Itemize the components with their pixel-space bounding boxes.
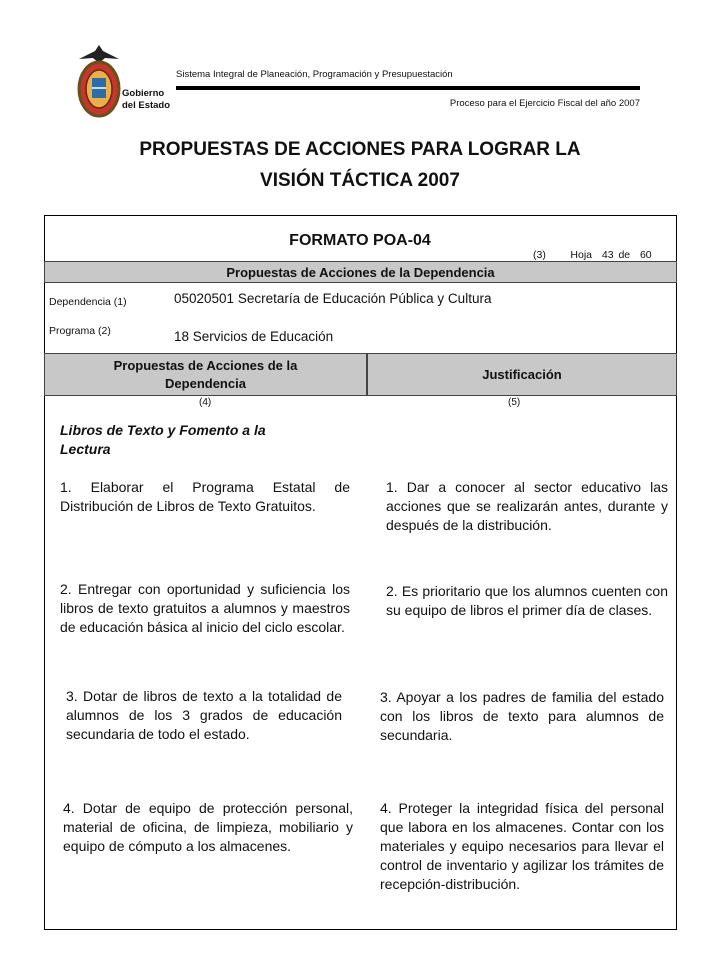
dependencia-value: 05020501 Secretaría de Educación Pública y Cultura	[174, 291, 492, 306]
section-title: Libros de Texto y Fomento a la Lectura	[60, 422, 266, 457]
justification-item-1: 1. Dar a conocer al sector educativo las acciones que se realizarán antes, durante y después de la distribución.	[386, 479, 668, 533]
action-item-2: 2. Entregar con oportunidad y suficiencia los libros de texto gratuitos a alumnos y maestros de educación básica al inicio del ciclo escolar.	[60, 581, 350, 635]
fiscal-process: Proceso para el Ejercicio Fiscal del año 2007	[449, 98, 640, 109]
government-line2: del Estado	[122, 100, 171, 111]
header-rule	[176, 86, 640, 90]
state-seal-logo	[75, 45, 123, 120]
action-item-3: 3. Dotar de libros de texto a la totalidad de alumnos de los 3 grados de educación secundaria de todo el estado.	[66, 688, 342, 742]
justification-item-3: 3. Apoyar a los padres de familia del estado con los libros de texto para alumnos de secundaria.	[380, 689, 664, 743]
dependencia-label: Dependencia (1)	[49, 296, 127, 308]
frame-right	[676, 215, 677, 930]
government-line1: Gobierno	[122, 88, 165, 99]
column-header-actions-label: Propuestas de Acciones de la Dependencia	[113, 357, 298, 391]
section-bar: Propuestas de Acciones de la Dependencia	[44, 261, 677, 283]
action-item-1: 1. Elaborar el Programa Estatal de Distribución de Libros de Texto Gratuitos.	[60, 479, 350, 514]
page-title-line2: VISIÓN TÁCTICA 2007	[260, 170, 460, 191]
column-header-actions	[44, 353, 367, 396]
programa-label: Programa (2)	[49, 325, 111, 337]
government-label	[122, 88, 170, 112]
frame-left	[44, 215, 45, 930]
column-header-justification	[367, 353, 677, 396]
column-number-actions: (4)	[199, 397, 212, 408]
column-number-justification: (5)	[508, 397, 521, 408]
page-number: (3) Hoja 43 de 60	[533, 249, 652, 261]
system-name: Sistema Integral de Planeación, Programación y Presupuestación	[176, 69, 453, 80]
action-item-4: 4. Dotar de equipo de protección personal, material de oficina, de limpieza, mobiliario y equipo de cómputo a los almacenes.	[63, 800, 353, 854]
justification-item-2: 2. Es prioritario que los alumnos cuenten con su equipo de libros el primer día de clases.	[386, 583, 668, 618]
justification-item-4: 4. Proteger la integridad física del personal que labora en los almacenes. Contar con los materiales y equipo necesarios para llevar el control de inventario y agilizar los trámites de recepción-distribución.	[380, 800, 664, 892]
page-title-line1: PROPUESTAS DE ACCIONES PARA LOGRAR LA	[139, 139, 581, 160]
form-code: FORMATO POA-04	[289, 232, 431, 249]
column-header-justification-label: Justificación	[482, 366, 562, 382]
frame-top	[44, 215, 677, 216]
programa-value: 18 Servicios de Educación	[174, 329, 334, 344]
frame-bottom	[44, 929, 677, 930]
